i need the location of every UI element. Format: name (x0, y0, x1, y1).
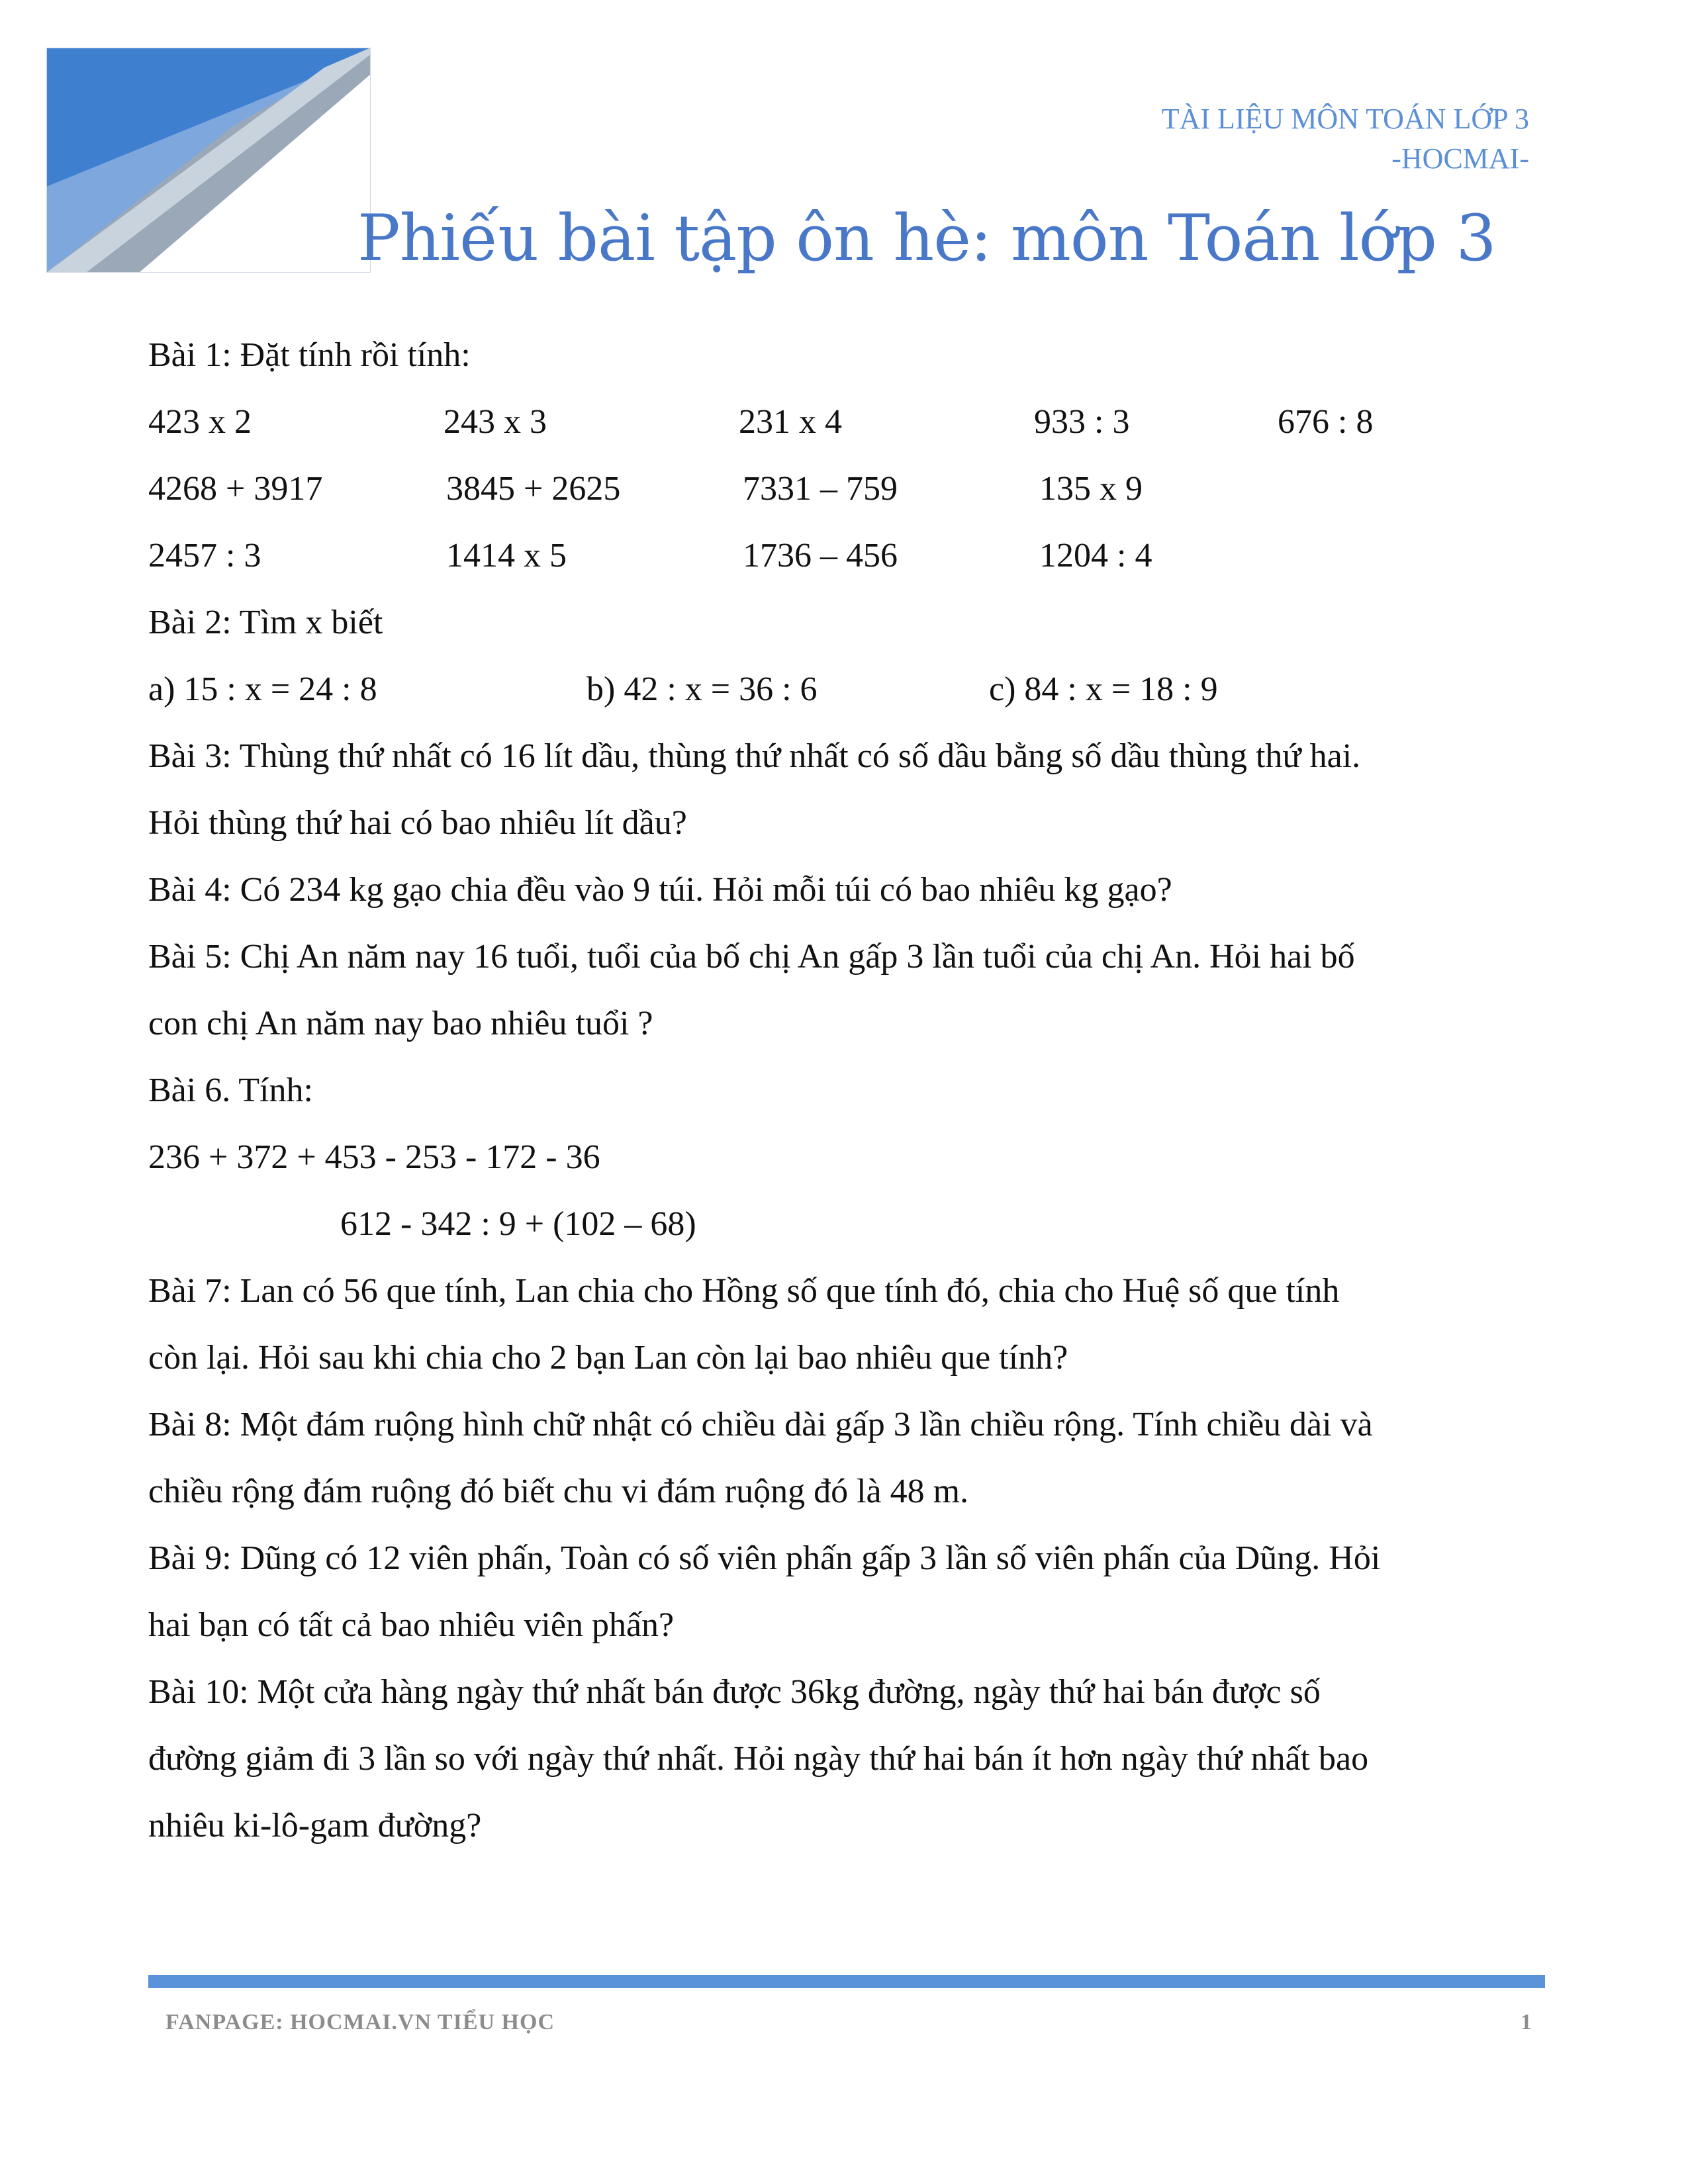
footer-fanpage: FANPAGE: HOCMAI.VN TIỂU HỌC (165, 2010, 555, 2034)
bai3-text: Bài 3: Thùng thứ nhất có 16 lít dầu, thùng thứ nhất có số dầu bằng số dầu thùng thứ hai. (148, 737, 1361, 775)
bai10-text: đường giảm đi 3 lần so với ngày thứ nhất. Hỏi ngày thứ hai bán ít hơn ngày thứ nhất bao (148, 1740, 1369, 1778)
bai6-expression: 236 + 372 + 453 - 253 - 172 - 36 (148, 1138, 600, 1176)
footer-divider (148, 1975, 1545, 1988)
corner-decoration (46, 48, 371, 273)
bai1-item: 3845 + 2625 (446, 470, 621, 508)
bai1-item: 1736 – 456 (743, 537, 898, 574)
bai1-item: 676 : 8 (1278, 403, 1374, 441)
header-brand: -HOCMAI- (1391, 142, 1529, 175)
bai7-text: Bài 7: Lan có 56 que tính, Lan chia cho Hồng số que tính đó, chia cho Huệ số que tính (148, 1272, 1340, 1310)
bai6-expression: 612 - 342 : 9 + (102 – 68) (340, 1205, 696, 1243)
bai4-text: Bài 4: Có 234 kg gạo chia đều vào 9 túi. Hỏi mỗi túi có bao nhiêu kg gạo? (148, 871, 1172, 909)
bai1-item: 135 x 9 (1039, 470, 1143, 508)
bai2-item: b) 42 : x = 36 : 6 (586, 670, 818, 708)
bai3-text: Hỏi thùng thứ hai có bao nhiêu lít dầu? (148, 804, 687, 842)
bai6-heading: Bài 6. Tính: (148, 1071, 313, 1109)
bai1-item: 933 : 3 (1034, 403, 1130, 441)
bai1-item: 7331 – 759 (743, 470, 898, 508)
bai9-text: Bài 9: Dũng có 12 viên phấn, Toàn có số viên phấn gấp 3 lần số viên phấn của Dũng. Hỏi (148, 1539, 1381, 1577)
bai1-row (148, 455, 1545, 522)
page-number: 1 (1521, 2010, 1532, 2034)
bai1-item: 2457 : 3 (148, 537, 261, 574)
bai1-row (148, 522, 1545, 589)
bai9-text: hai bạn có tất cả bao nhiêu viên phấn? (148, 1606, 675, 1644)
bai10-text: Bài 10: Một cửa hàng ngày thứ nhất bán được 36kg đường, ngày thứ hai bán được số (148, 1673, 1321, 1711)
document-header (1162, 99, 1529, 179)
bai7-text: còn lại. Hỏi sau khi chia cho 2 bạn Lan còn lại bao nhiêu que tính? (148, 1339, 1068, 1377)
bai1-item: 1414 x 5 (446, 537, 567, 574)
bai1-heading: Bài 1: Đặt tính rồi tính: (148, 336, 471, 374)
bai8-text: chiều rộng đám ruộng đó biết chu vi đám ruộng đó là 48 m. (148, 1473, 969, 1510)
bai2-item: c) 84 : x = 18 : 9 (989, 670, 1218, 708)
bai2-heading: Bài 2: Tìm x biết (148, 604, 383, 641)
bai1-item: 243 x 3 (444, 403, 547, 441)
bai10-text: nhiêu ki-lô-gam đường? (148, 1807, 482, 1844)
bai5-text: Bài 5: Chị An năm nay 16 tuổi, tuổi của bố chị An gấp 3 lần tuổi của chị An. Hỏi hai bố (148, 938, 1355, 976)
bai8-text: Bài 8: Một đám ruộng hình chữ nhật có chiều dài gấp 3 lần chiều rộng. Tính chiều dài và (148, 1406, 1373, 1443)
bai2-item: a) 15 : x = 24 : 8 (148, 670, 377, 708)
bai1-item: 231 x 4 (739, 403, 842, 441)
header-subject: TÀI LIỆU MÔN TOÁN LỚP 3 (1161, 103, 1529, 135)
bai1-item: 423 x 2 (148, 403, 252, 441)
bai1-row (148, 388, 1545, 455)
bai1-item: 4268 + 3917 (148, 470, 323, 508)
page-title: Phiếu bài tập ôn hè: môn Toán lớp 3 (357, 201, 1496, 275)
bai2-row (148, 656, 1545, 723)
exercise-list (148, 322, 1545, 1859)
bai5-text: con chị An năm nay bao nhiêu tuổi ? (148, 1005, 653, 1042)
bai1-item: 1204 : 4 (1039, 537, 1152, 574)
